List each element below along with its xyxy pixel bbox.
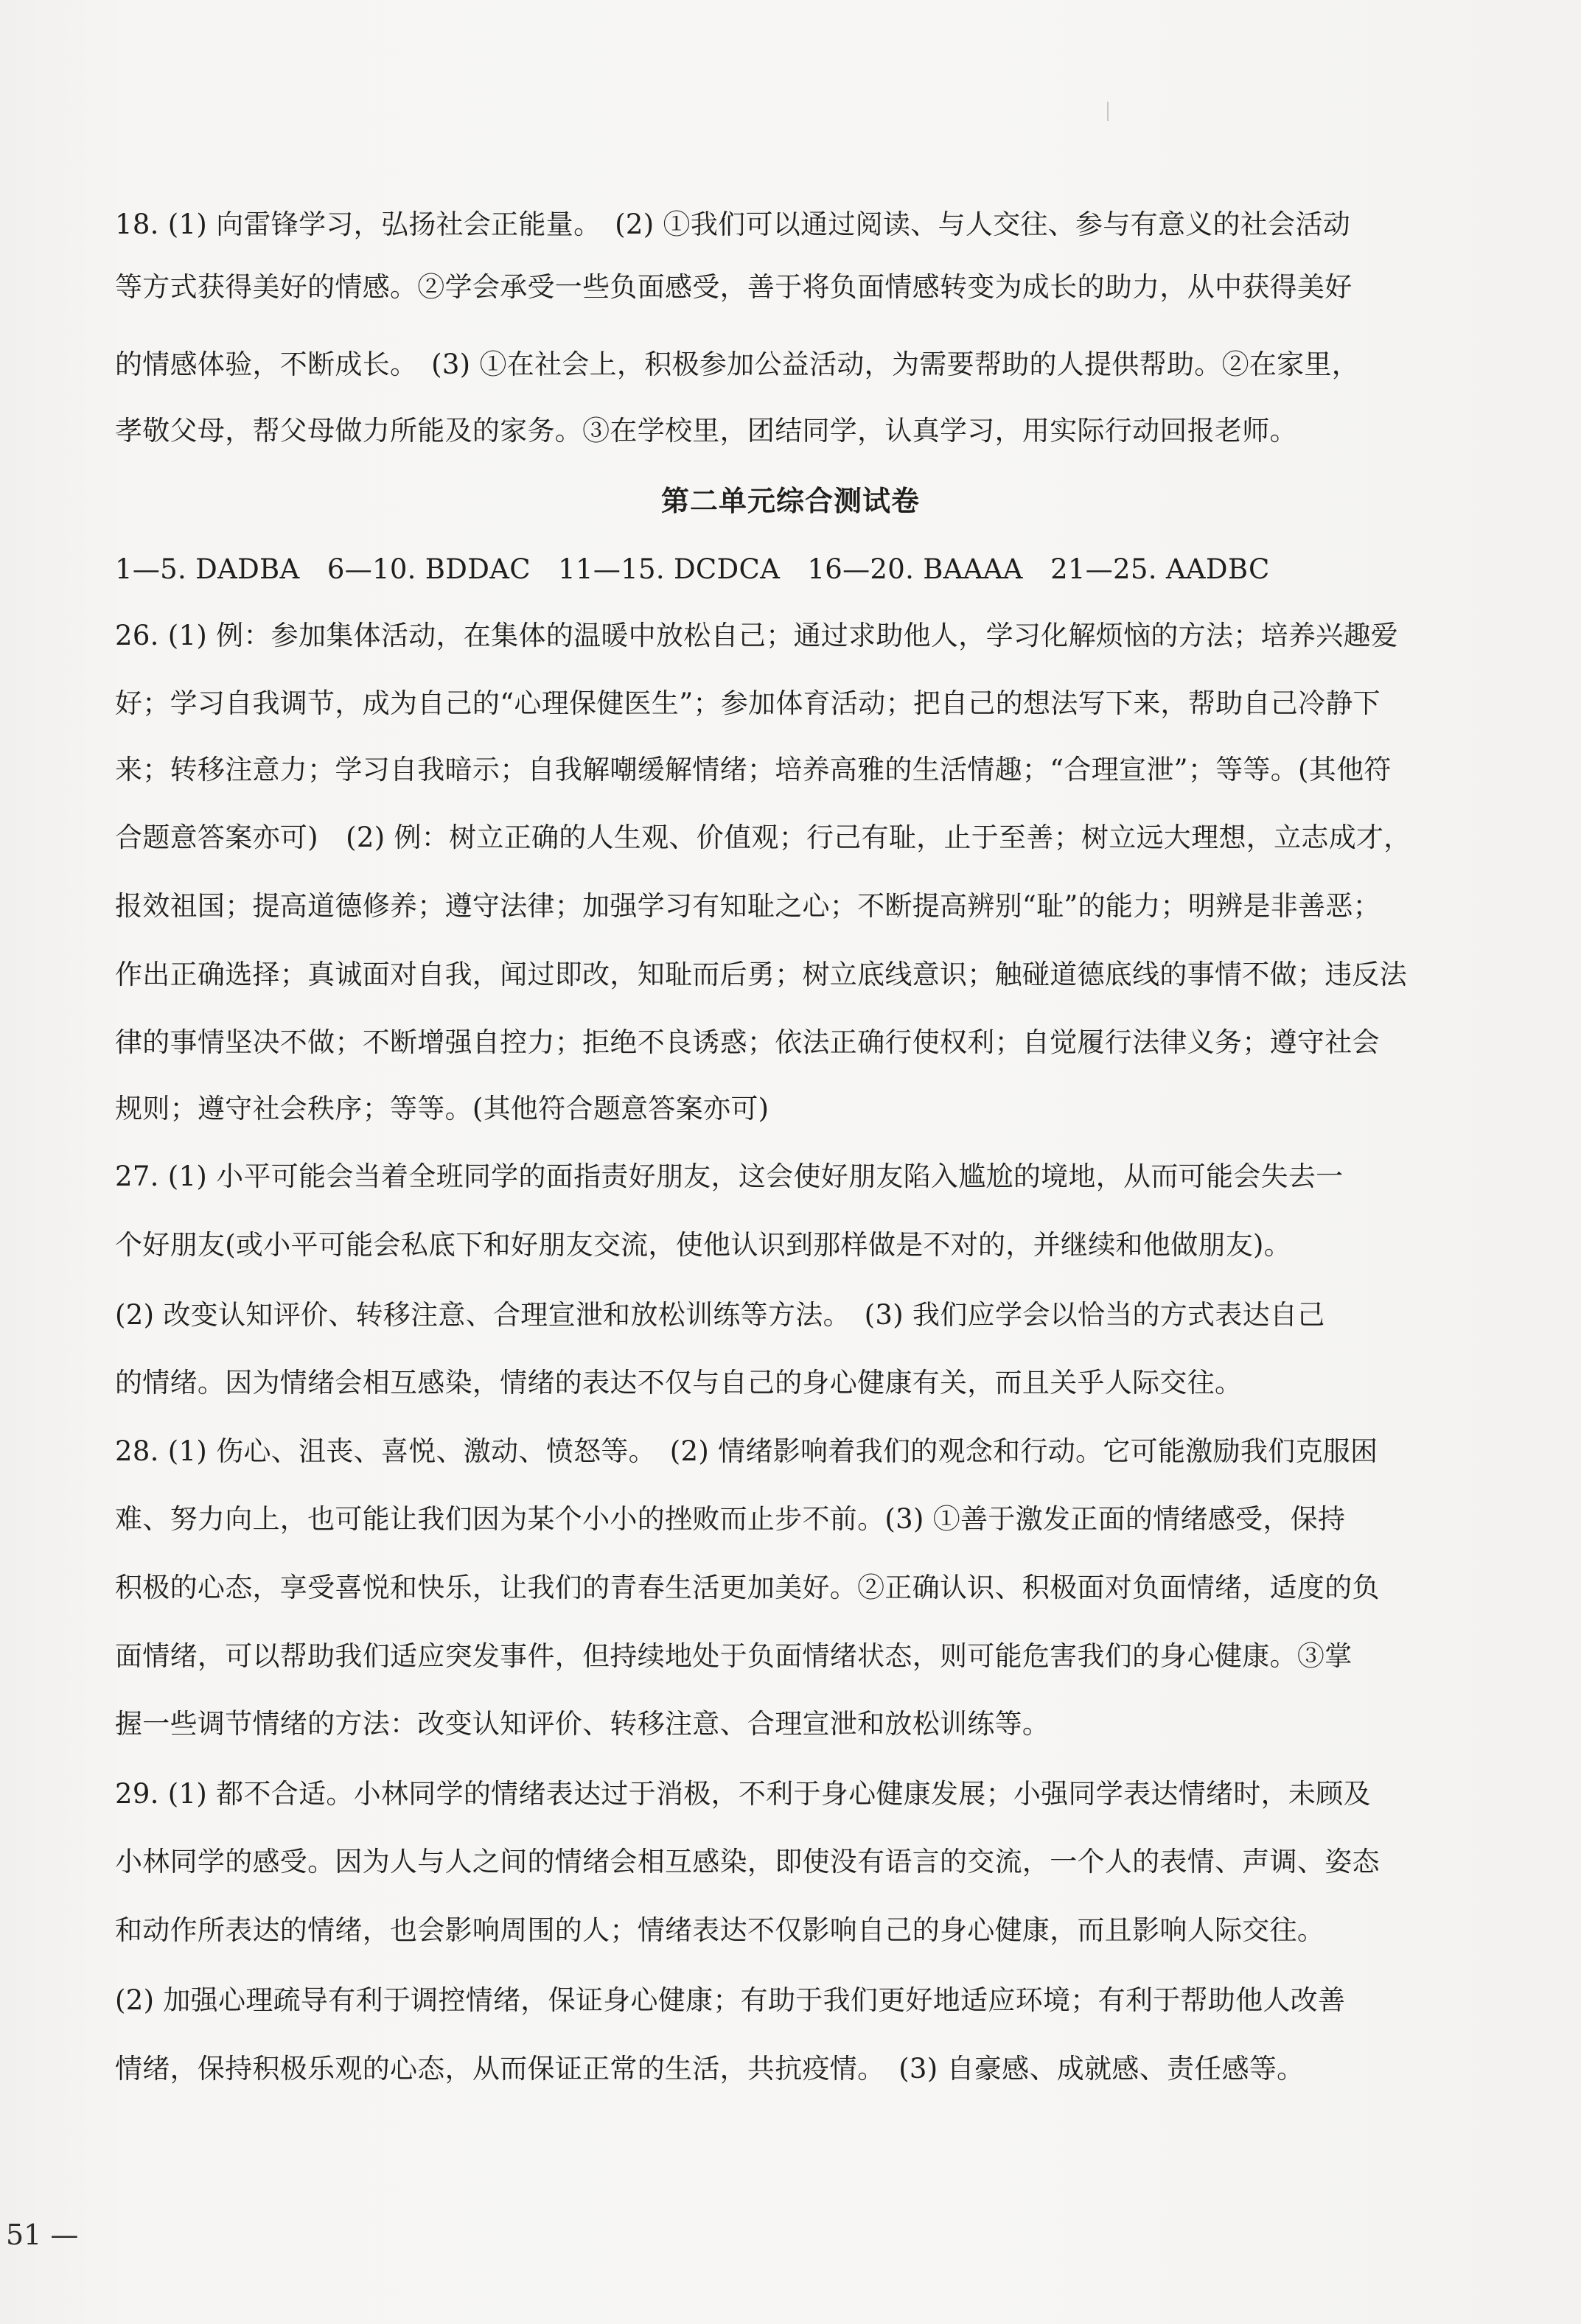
section-title: 第二单元综合测试卷	[660, 485, 920, 517]
text-line: 等方式获得美好的情感。②学会承受一些负面感受，善于将负面情感转变为成长的助力，从中获得美好	[115, 271, 1353, 303]
text-line: 个好朋友(或小平可能会私底下和好朋友交流，使他认识到那样做是不对的，并继续和他做朋友)。	[115, 1229, 1292, 1261]
text-line: 握一些调节情绪的方法：改变认知评价、转移注意、合理宣泄和放松训练等。	[115, 1708, 1050, 1740]
text-line: 律的事情坚决不做；不断增强自控力；拒绝不良诱惑；依法正确行使权利；自觉履行法律义务；遵守社会	[115, 1026, 1380, 1058]
page-number: 51 —	[6, 2219, 79, 2251]
answer-key-line: 1—5. DADBA 6—10. BDDAC 11—15. DCDCA 16—20. BAAAA 21—25. AADBC	[115, 553, 1270, 585]
text-line: 26. (1) 例：参加集体活动，在集体的温暖中放松自己；通过求助他人，学习化解烦恼的方法；培养兴趣爱	[115, 620, 1399, 651]
text-line: 作出正确选择；真诚面对自我，闻过即改，知耻而后勇；树立底线意识；触碰道德底线的事情不做；违反法	[115, 959, 1408, 990]
text-line: 报效祖国；提高道德修养；遵守法律；加强学习有知耻之心；不断提高辨别“耻”的能力；明辨是非善恶；	[115, 890, 1381, 922]
text-line: 28. (1) 伤心、沮丧、喜悦、激动、愤怒等。 (2) 情绪影响着我们的观念和行动。它可能激励我们克服困	[115, 1435, 1378, 1467]
text-line: (2) 加强心理疏导有利于调控情绪，保证身心健康；有助于我们更好地适应环境；有利于帮助他人改善	[115, 1984, 1346, 2016]
text-line: 规则；遵守社会秩序；等等。(其他符合题意答案亦可)	[115, 1093, 769, 1124]
text-line: 和动作所表达的情绪，也会影响周围的人；情绪表达不仅影响自己的身心健康，而且影响人际交往。	[115, 1914, 1325, 1946]
text-line: 18. (1) 向雷锋学习，弘扬社会正能量。 (2) ①我们可以通过阅读、与人交往、参与有意义的社会活动	[115, 209, 1351, 240]
text-line: 小林同学的感受。因为人与人之间的情绪会相互感染，即使没有语言的交流，一个人的表情、声调、姿态	[115, 1846, 1380, 1877]
text-line: 情绪，保持积极乐观的心态，从而保证正常的生活，共抗疫情。 (3) 自豪感、成就感、责任感等。	[115, 2053, 1305, 2085]
text-line: 29. (1) 都不合适。小林同学的情绪表达过于消极，不利于身心健康发展；小强同学表达情绪时，未顾及	[115, 1778, 1371, 1810]
text-line: 面情绪，可以帮助我们适应突发事件，但持续地处于负面情绪状态，则可能危害我们的身心健康。③掌	[115, 1640, 1353, 1672]
text-line: 积极的心态，享受喜悦和快乐，让我们的青春生活更加美好。②正确认识、积极面对负面情绪，适度的负	[115, 1572, 1380, 1603]
text-line: (2) 改变认知评价、转移注意、合理宣泄和放松训练等方法。 (3) 我们应学会以恰当的方式表达自己	[115, 1299, 1325, 1331]
scan-mark	[1107, 102, 1109, 121]
text-line: 的情绪。因为情绪会相互感染，情绪的表达不仅与自己的身心健康有关，而且关乎人际交往。	[115, 1367, 1243, 1399]
text-line: 好；学习自我调节，成为自己的“心理保健医生”；参加体育活动；把自己的想法写下来，帮助自己冷静下	[115, 687, 1381, 719]
text-line: 27. (1) 小平可能会当着全班同学的面指责好朋友，这会使好朋友陷入尴尬的境地，从而可能会失去一	[115, 1161, 1344, 1192]
text-line: 来；转移注意力；学习自我暗示；自我解嘲缓解情绪；培养高雅的生活情趣；“合理宣泄”；等等。(其他符	[115, 754, 1392, 785]
text-line: 孝敬父母，帮父母做力所能及的家务。③在学校里，团结同学，认真学习，用实际行动回报老师。	[115, 415, 1297, 447]
text-line: 的情感体验，不断成长。 (3) ①在社会上，积极参加公益活动，为需要帮助的人提供帮助。②在家里，	[115, 349, 1360, 380]
text-line: 合题意答案亦可) (2) 例：树立正确的人生观、价值观；行己有耻，止于至善；树立远大理想，立志成才，	[115, 822, 1411, 853]
text-line: 难、努力向上，也可能让我们因为某个小小的挫败而止步不前。(3) ①善于激发正面的情绪感受，保持	[115, 1503, 1346, 1535]
